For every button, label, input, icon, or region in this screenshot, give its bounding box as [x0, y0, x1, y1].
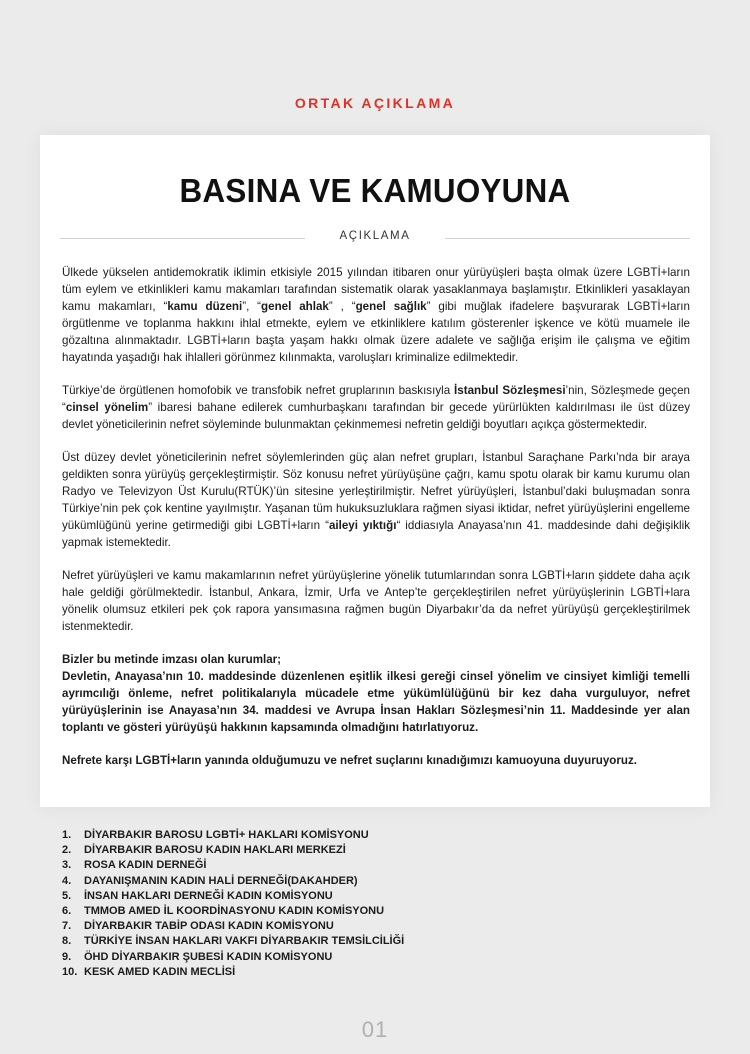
signatory-item — [62, 874, 662, 889]
signatory-name: DİYARBAKIR BAROSU LGBTİ+ HAKLARI KOMİSYONU — [84, 829, 369, 841]
document-kicker: ORTAK AÇIKLAMA — [294, 95, 456, 111]
subtitle-row — [60, 230, 690, 246]
subtitle-rule-right — [445, 238, 690, 239]
text-run: Ülkede yükselen antidemokratik iklimin etkisiyle 2015 yılından itibaren onur yürüyüşleri başta olmak üzere LGBTİ+ların tüm eylem ve etkinlikleri kamu makamları tarafından sistematik olarak yasaklanmaya başlamıştır. Etkinlikleri yasaklayan kamu makamları, “ — [62, 266, 690, 313]
signatory-name: TMMOB AMED İL KOORDİNASYONU KADIN KOMİSYONU — [84, 905, 385, 918]
page-number: 01 — [361, 1017, 389, 1042]
signatory-name: ROSA KADIN DERNEĞİ — [84, 859, 207, 872]
signatory-number: 6. — [62, 905, 72, 918]
paragraph-5 — [62, 651, 690, 736]
signatory-number: 9. — [62, 950, 72, 963]
emphasis-text: aileyi yıktığı — [328, 519, 397, 532]
signatory-number: 2. — [62, 844, 72, 857]
text-run: ”, “ — [242, 300, 262, 313]
document-subtitle: AÇIKLAMA — [339, 230, 411, 242]
signatory-number: 5. — [62, 889, 72, 902]
signatory-name: DİYARBAKIR BAROSU KADIN HAKLARI MERKEZİ — [84, 844, 346, 857]
signatory-list — [62, 828, 662, 980]
paragraph-6: Nefrete karşı LGBTİ+ların yanında olduğumuzu ve nefret suçlarını kınadığımızı kamuoyuna duyuruyoruz. — [62, 754, 637, 767]
signatory-name: KESK AMED KADIN MECLİSİ — [84, 965, 236, 978]
emphasis-text: genel ahlak — [261, 300, 329, 313]
paragraph-1 — [62, 264, 690, 366]
signatory-item — [62, 843, 662, 858]
signatory-item — [62, 858, 662, 873]
signatory-number: 8. — [62, 935, 72, 948]
signatory-number: 10. — [62, 965, 78, 978]
signatory-item — [62, 889, 662, 904]
emphasis-text: genel sağlık — [355, 300, 427, 313]
signatory-name: ÖHD DİYARBAKIR ŞUBESİ KADIN KOMİSYONU — [84, 950, 333, 963]
paragraph-4: Nefret yürüyüşleri ve kamu makamlarının nefret yürüyüşlerine yönelik tutumlarından sonra LGBTİ+ların şiddete daha açık hale geldiği görülmektedir. İstanbul, Ankara, İzmir, Urfa ve Antep’te gerçekleştirilen nefret yürüyüşlerinin LGBTİ+lara yönelik olumsuz etkileri pek çok rapora yansımasına rağmen bugün Diyarbakır’da da nefret yürüyüşü gerçekleştirilmek istenmektedir. — [62, 569, 690, 633]
signatory-item — [62, 934, 662, 949]
signatory-item — [62, 965, 662, 980]
signatory-item — [62, 919, 662, 934]
text-run: Üst düzey devlet yöneticilerinin nefret söylemlerinden güç alan nefret grupları, İstanbul Saraçhane Parkı’nda bir araya geldikten sonra yürüyüş gerçekleştirmiştir. Söz konusu nefret yürüyüşüne çağrı, kamu spotu olarak bir kamu kurumu olan Radyo ve Televizyon Üst Kurulu(RTÜK)’ün sitesine yerleştirilmiştir. Nefret yürüyüşleri, İstanbul’daki buluşmadan sonra Türkiye’nin pek çok kentine yayılmıştır. Yaşanan tüm hukuksuzluklara rağmen siyasi iktidar, nefret yürüyüşlerini engelleme yükümlüğünü yerine getirmediği gibi LGBTİ+ların “ — [62, 451, 690, 532]
document-title: BASINA VE KAMUOYUNA — [179, 172, 571, 209]
signatory-number: 1. — [62, 829, 72, 841]
statement-body — [62, 264, 690, 785]
signatory-name: DAYANIŞMANIN KADIN HALİ DERNEĞİ(DAKAHDER) — [84, 874, 358, 887]
emphasis-text: İstanbul Sözleşmesi — [454, 384, 566, 397]
signatory-item — [62, 828, 662, 843]
signatory-number: 4. — [62, 874, 72, 887]
text-run: ’nin, Sözleşmede geçen “ — [62, 384, 690, 414]
signatory-name: TÜRKİYE İNSAN HAKLARI VAKFI DİYARBAKIR TEMSİLCİLİĞİ — [84, 935, 405, 948]
emphasis-text: kamu düzeni — [167, 300, 243, 313]
paragraph-3 — [62, 449, 690, 551]
paragraph-5-intro: Bizler bu metinde imzası olan kurumlar; — [62, 653, 282, 666]
paragraph-2 — [62, 382, 690, 433]
text-run: Türkiye’de örgütlenen homofobik ve transfobik nefret gruplarının baskısıyla — [62, 384, 455, 397]
text-run: “ iddiasıyla Anayasa’nın 41. maddesinde dahi değişiklik yapmak istemektedir. — [62, 519, 690, 549]
signatory-name: İNSAN HAKLARI DERNEĞİ KADIN KOMİSYONU — [84, 889, 333, 902]
text-run: ” gibi muğlak ifadelere başvurarak LGBTİ+ların örgütlenme ve toplanma hakkını ihlal etmekte, eylem ve etkinliklere katılım gösterenler işkence ve kötü muamele ile gözaltına alınmaktadır. LGBTİ+ların başta yaşam hakkı olmak üzere adalete ve sağlığa erişim ile çalışma ve eğitim hayatında yaşadığı hak ihlalleri görünmez kılınmakta, varoluşları kriminalize edilmektedir. — [62, 300, 690, 364]
signatory-item — [62, 950, 662, 965]
text-run: ” , “ — [328, 300, 356, 313]
signatory-number: 3. — [62, 859, 72, 872]
signatory-name: DİYARBAKIR TABİP ODASI KADIN KOMİSYONU — [84, 920, 334, 933]
text-run: ” ibaresi bahane edilerek cumhurbaşkanı tarafından bir gecede yürürlükten kaldırılması ile üst düzey devlet yöneticilerinin nefret söyleminde bulunmaktan çekinmemesi nefretin geldiği boyutları açıkça göstermektedir. — [62, 401, 690, 431]
paragraph-5-statement: Devletin, Anayasa’nın 10. maddesinde düzenlenen eşitlik ilkesi gereği cinsel yönelim ve cinsiyet kimliği temelli ayrımcılığı önleme, nefret politikalarıyla mücadele etme yükümlülüğünü bir kez daha vurguluyor, nefret yürüyüşlerinin ise Anayasa’nın 34. maddesi ve Avrupa İnsan Hakları Sözleşmesi’nin 11. Maddesinde yer alan toplantı ve gösteri yürüyüşü hakkının kapsamında olmadığını hatırlatıyoruz. — [62, 670, 690, 734]
emphasis-text: cinsel yönelim — [65, 401, 149, 414]
signatory-item — [62, 904, 662, 919]
signatory-number: 7. — [62, 920, 72, 933]
